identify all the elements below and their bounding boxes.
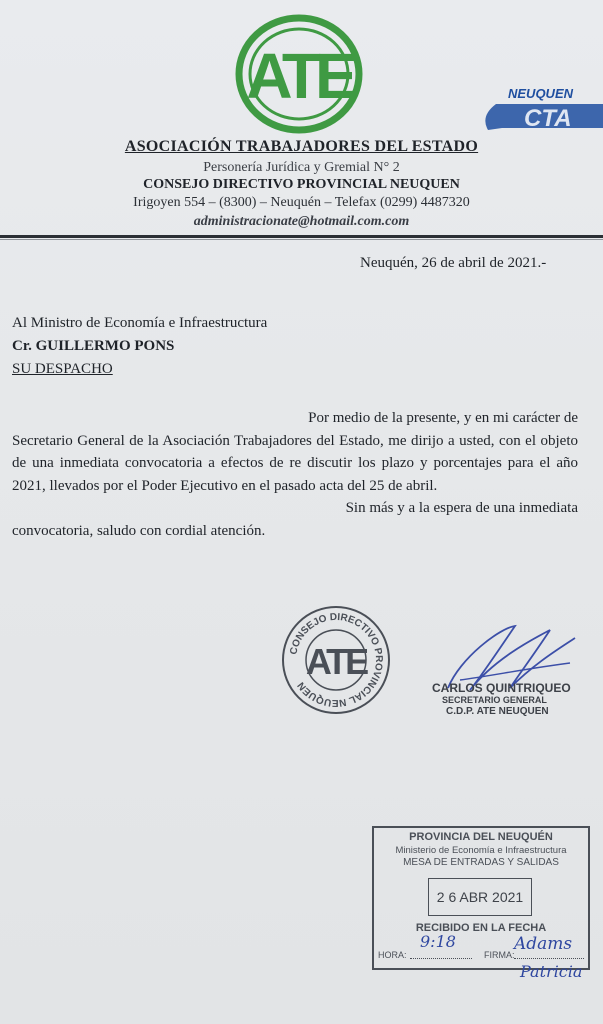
header-divider — [0, 235, 603, 238]
stamp-date: 2 6 ABR 2021 — [428, 878, 532, 916]
closing-paragraph: convocatoria, saludo con cordial atención. — [12, 522, 266, 539]
personeria: Personería Jurídica y Gremial N° 2 — [203, 160, 400, 175]
recipient-line3: SU DESPACHO — [12, 361, 113, 377]
round-seal — [280, 604, 392, 716]
stamp-firma-label: FIRMA: — [484, 950, 515, 960]
stamp-received: RECIBIDO EN LA FECHA — [415, 922, 547, 934]
consejo-name: CONSEJO DIRECTIVO PROVINCIAL NEUQUEN — [143, 177, 460, 192]
org-name: ASOCIACIÓN TRABAJADORES DEL ESTADO — [124, 138, 479, 155]
closing-first-line: Sin más y a la espera de una inmediata — [345, 500, 578, 516]
recipient-line1: Al Ministro de Economía e Infraestructura — [12, 315, 268, 331]
stamp-province: PROVINCIA DEL NEUQUÉN — [409, 831, 553, 843]
seal-ring-text: CONSEJO DIRECTIVO PROVINCIAL NEUQUEN — [288, 611, 385, 709]
ate-logo — [233, 12, 365, 136]
body-first-line: Por medio de la presente, y en mi carácter de — [308, 410, 578, 426]
recipient-line2: Cr. GUILLERMO PONS — [12, 338, 175, 354]
reception-stamp — [372, 826, 590, 970]
stamp-firma-value: Adams — [514, 934, 573, 954]
signer-title: SECRETARIO GENERAL — [442, 695, 547, 705]
ate-logo-text: ATE — [246, 40, 352, 112]
letter-body — [12, 407, 578, 542]
stamp-mesa: MESA DE ENTRADAS Y SALIDAS — [403, 857, 559, 868]
org-address: Irigoyen 554 – (8300) – Neuquén – Telefax (0299) 4487320 — [133, 195, 470, 210]
body-paragraph: Secretario General de la Asociación Trabajadores del Estado, me dirijo a usted, con el objeto de una inmediata convocatoria a efectos de re discutir los plazo y porcentajes para el año 2021, llevados por el Poder Ejecutivo en el pasado acta del 25 de abril. — [12, 432, 578, 494]
firma-dotted-line — [514, 958, 584, 959]
org-email: administracionate@hotmail.com.com — [193, 214, 410, 229]
stamp-hora-value: 9:18 — [420, 932, 456, 951]
header-divider-thin — [0, 239, 603, 240]
signer-name: CARLOS QUINTRIQUEO — [432, 681, 571, 695]
letter-date: Neuquén, 26 de abril de 2021.- — [360, 255, 547, 271]
svg-text:CTA: CTA — [524, 105, 572, 132]
handwritten-name: Patricia — [520, 962, 583, 981]
cta-logo — [478, 82, 603, 138]
seal-center-text: ATE — [305, 641, 367, 682]
stamp-hora-label: HORA: — [378, 950, 407, 960]
hora-dotted-line — [410, 958, 472, 959]
signer-org: C.D.P. ATE NEUQUEN — [446, 706, 549, 717]
svg-text:NEUQUEN: NEUQUEN — [508, 86, 574, 101]
stamp-ministry: Ministerio de Economía e Infraestructura — [395, 845, 567, 856]
